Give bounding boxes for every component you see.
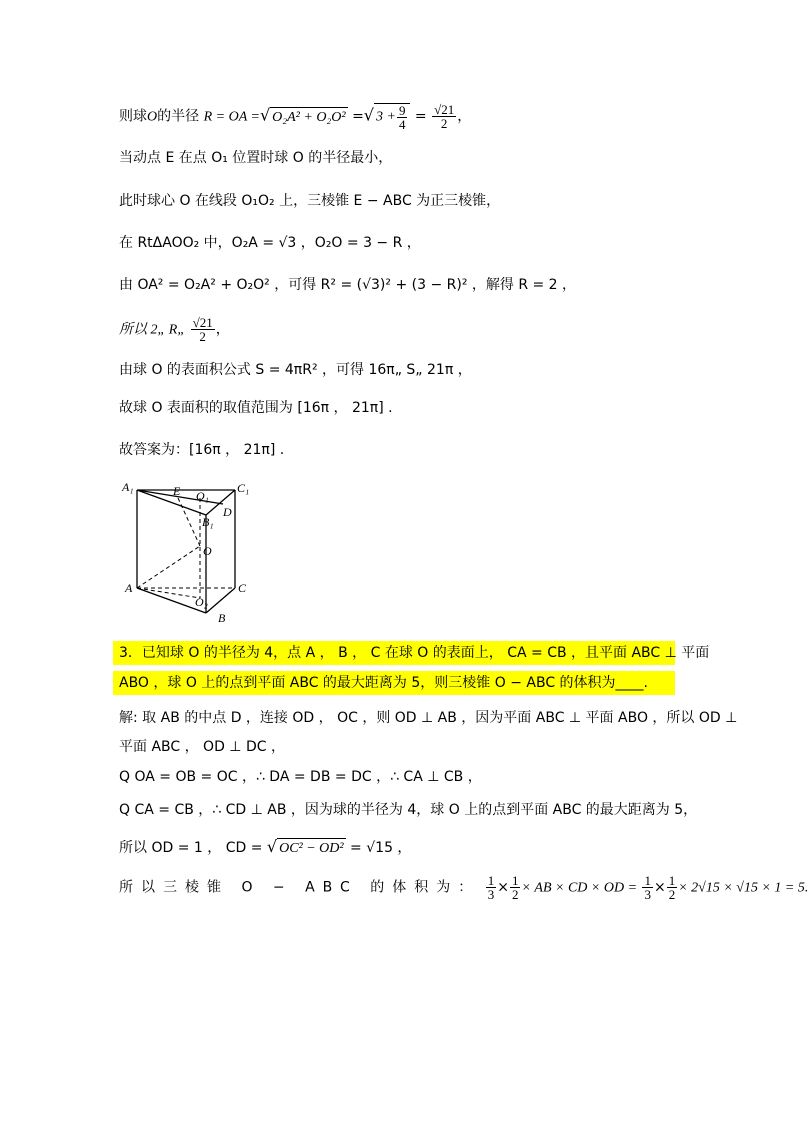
text-line: 在 RtΔAOO₂ 中，O₂A = √3 ，O₂O = 3 − R ， — [119, 235, 421, 251]
label-a1: A₁ — [122, 480, 134, 494]
text-line: 由 OA² = O₂A² + O₂O² ，可得 R² = (√3)² + (3 − R)² ，解得 R = 2 ， — [119, 277, 577, 293]
label-e: E — [173, 484, 181, 498]
text-line: 当动点 E 在点 O₁ 位置时球 O 的半径最小， — [119, 150, 393, 166]
label-b: B — [218, 611, 226, 625]
label-a: A — [125, 581, 133, 595]
text-line: 故球 O 表面积的取值范围为 [16π ， 21π] . — [119, 400, 393, 416]
segment-e-o — [178, 498, 200, 546]
label-b1: B₁ — [202, 515, 214, 529]
problem-line-2: ABO ，球 O 上的点到平面 ABC 的最大距离为 5，则三棱锥 O − ABC 的体积为____. — [119, 675, 649, 691]
solution-line: 平面 ABC ， OD ⊥ DC ， — [119, 739, 285, 755]
text-line: 此时球心 O 在线段 O₁O₂ 上，三棱锥 E − ABC 为正三棱锥， — [119, 193, 501, 209]
text-line-answer: 故答案为：[16π ， 21π] . — [119, 442, 285, 458]
problem-line-1: 3．已知球 O 的半径为 4，点 A ， B ， C 在球 O 的表面上， CA = CB ，且平面 ABC ⊥ 平面 — [119, 645, 710, 661]
text-line-radius: 则球O的半径 R = OA =√ O₂A² + O₂O² =√ 3 + $\frac{9}{4}$ = $\frac{√21}{2}$ ， — [119, 102, 472, 132]
label-c: C — [238, 581, 247, 595]
label-c1: C₁ — [237, 481, 250, 495]
label-d: D — [223, 505, 232, 519]
label-o2: O₂ — [195, 595, 208, 609]
label-o: O — [203, 544, 212, 558]
text-line: 由球 O 的表面积公式 S = 4πR² ，可得 16π„ S„ 21π ， — [119, 362, 472, 378]
solution-line: Q CA = CB ，∴ CD ⊥ AB ，因为球的半径为 4，球 O 上的点到平面 ABC 的最大距离为 5， — [119, 802, 698, 818]
edge-c-b — [206, 588, 235, 613]
solution-line-cd: 所以 OD = 1 ， CD = √ OC² − OD² = √15 ， — [119, 837, 411, 859]
solution-line-volume: 所以三棱锥 O − ABC 的体积为： $\frac{1}{3}$ × $\frac{1}{2}$ × AB × CD × OD = $\frac{1}{3}$ × $\frac{1}{2}$ × 2√15 × √15 × 1 = 5. — [119, 873, 808, 902]
segment-a-o — [137, 546, 200, 588]
text-line-range: 所以 2„ R„ $\frac{√21}{2}$ ， — [119, 315, 230, 344]
prism-figure — [120, 478, 260, 628]
solution-line: Q OA = OB = OC ，∴ DA = DB = DC ，∴ CA ⊥ CB ， — [119, 769, 482, 785]
label-o1: O₁ — [196, 489, 209, 503]
segment-a-o2 — [137, 588, 200, 598]
solution-line: 解: 取 AB 的中点 D ，连接 OD ， OC ，则 OD ⊥ AB ，因为平面 ABC ⊥ 平面 ABO ，所以 OD ⊥ — [119, 710, 738, 726]
